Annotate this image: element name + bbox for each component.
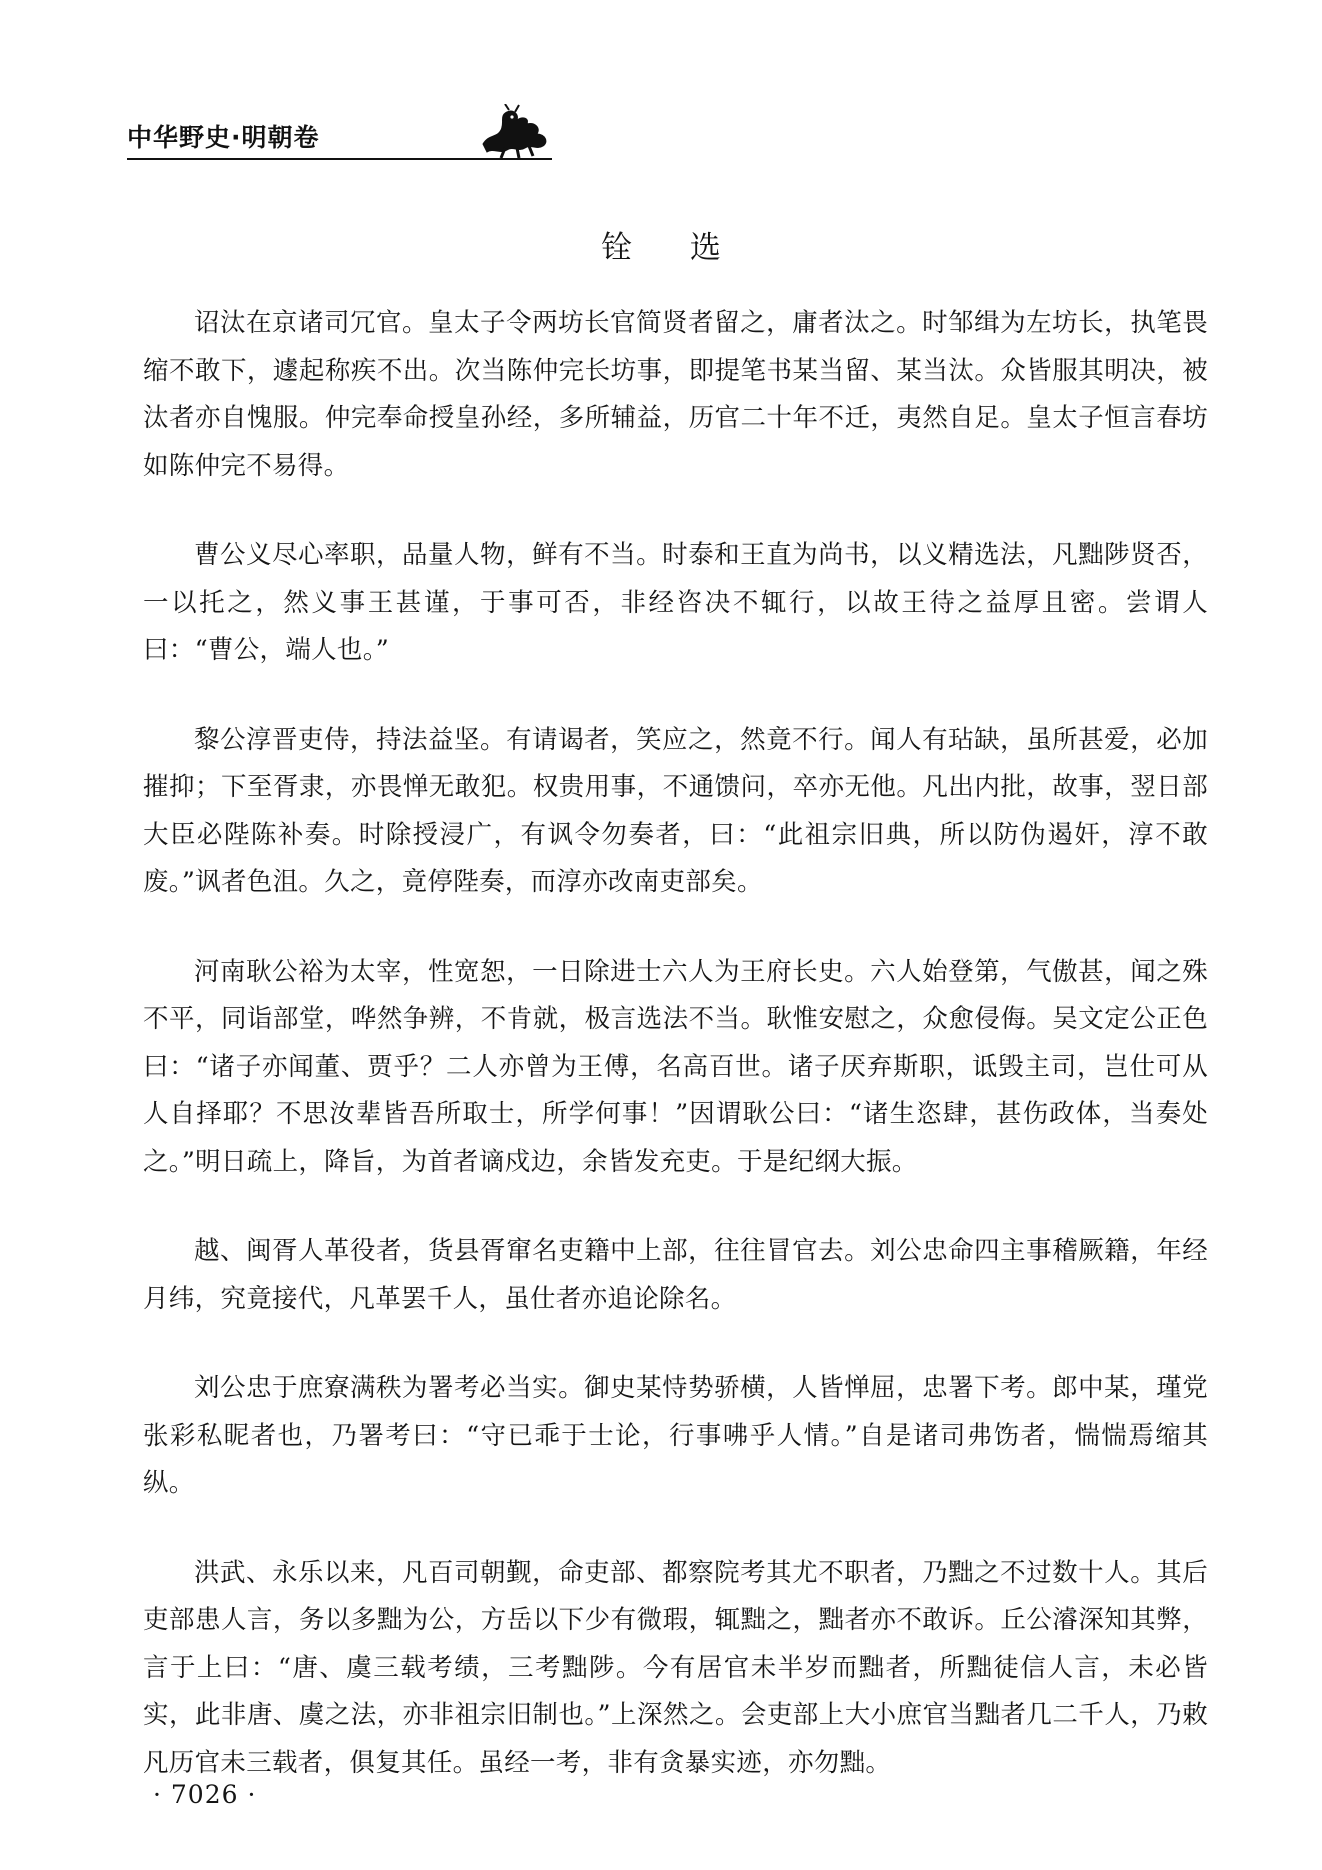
page-number: · 7026 · bbox=[153, 1780, 257, 1809]
article-body bbox=[143, 300, 1208, 1787]
paragraph: 刘公忠于庶寮满秩为署考必当实。御史某恃势骄横，人皆惮屈，忠署下考。郎中某，瑾党张彩私昵者也，乃署考曰：“守已乖于士论，行事咈乎人情。”自是诸司弗饬者，惴惴焉缩其纵。 bbox=[143, 1373, 1208, 1498]
paragraph: 越、闽胥人革役者，货县胥窜名吏籍中上部，往往冒官去。刘公忠命四主事稽厥籍，年经月纬，究竟接代，凡革罢千人，虽仕者亦追论除名。 bbox=[143, 1236, 1208, 1314]
paragraph: 洪武、永乐以来，凡百司朝觐，命吏部、都察院考其尤不职者，乃黜之不过数十人。其后吏部患人言，务以多黜为公，方岳以下少有微瑕，辄黜之，黜者亦不敢诉。丘公濬深知其弊，言于上曰：“唐、虞三载考绩，三考黜陟。今有居官未半岁而黜者，所黜徒信人言，未必皆实，此非唐、虞之法，亦非祖宗旧制也。”上深然之。会吏部上大小庶官当黜者几二千人，乃敕凡历官未三载者，俱复其任。虽经一考，非有贪暴实迹，亦勿黜。 bbox=[143, 1557, 1208, 1778]
paragraph: 曹公义尽心率职，品量人物，鲜有不当。时泰和王直为尚书，以义精选法，凡黜陟贤否，一以托之，然义事王甚谨，于事可否，非经咨决不辄行，以故王待之益厚且密。尝谓人曰：“曹公，端人也。” bbox=[143, 540, 1208, 665]
running-header bbox=[127, 110, 552, 160]
paragraph: 诏汰在京诸司冗官。皇太子令两坊长官简贤者留之，庸者汰之。时邹缉为左坊长，执笔畏缩不敢下，遽起称疾不出。次当陈仲完长坊事，即提笔书某当留、某当汰。众皆服其明决，被汰者亦自愧服。仲完奉命授皇孙经，多所辅益，历官二十年不迁，夷然自足。皇太子恒言春坊如陈仲完不易得。 bbox=[143, 308, 1208, 481]
dragon-icon bbox=[479, 104, 551, 160]
header-rule bbox=[127, 158, 552, 160]
section-title: 铨 选 bbox=[601, 230, 745, 266]
book-title: 中华野史·明朝卷 bbox=[127, 123, 320, 152]
paragraph: 河南耿公裕为太宰，性宽恕，一日除进士六人为王府长史。六人始登第，气傲甚，闻之殊不平，同诣部堂，哗然争辨，不肯就，极言选法不当。耿惟安慰之，众愈侵侮。吴文定公正色曰：“诸子亦闻董、贾乎？二人亦曾为王傅，名高百世。诸子厌弃斯职，诋毁主司，岂仕可从人自择耶？不思汝辈皆吾所取士，所学何事！”因谓耿公曰：“诸生恣肆，甚伤政体，当奏处之。”明日疏上，降旨，为首者谪戍边，余皆发充吏。于是纪纲大振。 bbox=[143, 956, 1208, 1177]
paragraph: 黎公淳晋吏侍，持法益坚。有请谒者，笑应之，然竟不行。闻人有玷缺，虽所甚爱，必加摧抑；下至胥隶，亦畏惮无敢犯。权贵用事，不通馈问，卒亦无他。凡出内批，故事，翌日部大臣必陛陈补奏。时除授浸广，有讽令勿奏者，曰：“此祖宗旧典，所以防伪遏奸，淳不敢废。”讽者色沮。久之，竟停陛奏，而淳亦改南吏部矣。 bbox=[143, 724, 1208, 897]
